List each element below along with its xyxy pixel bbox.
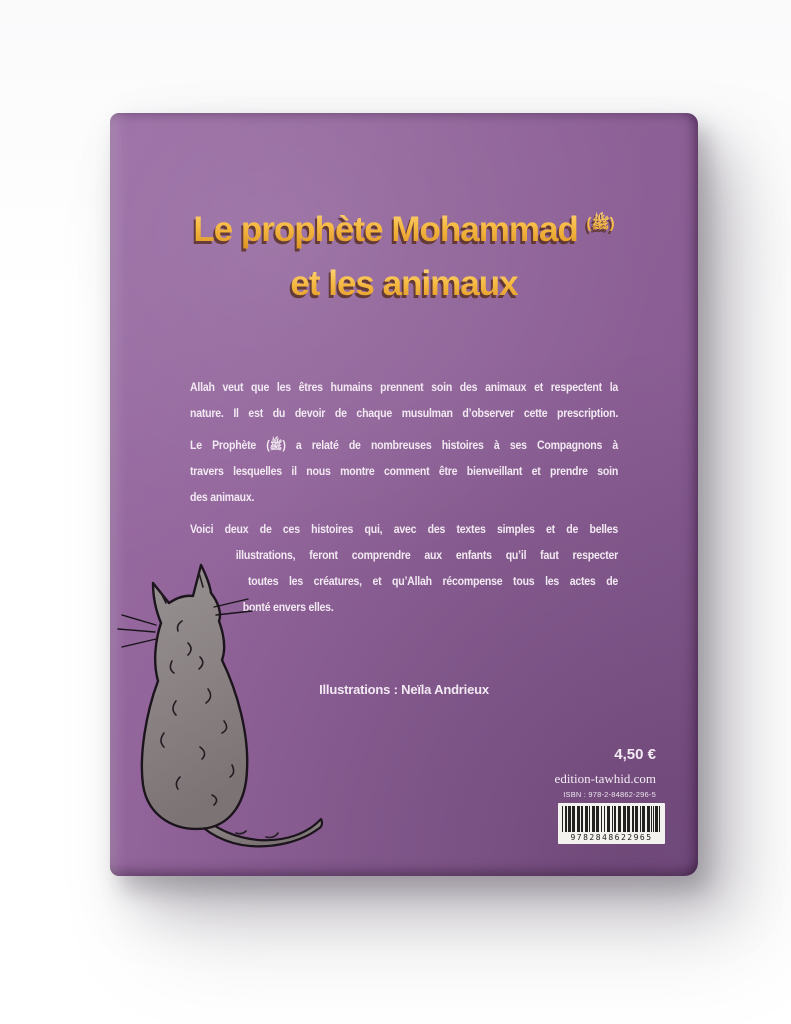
barcode-digits: 9782848622965: [570, 833, 653, 842]
text-line: travers lesquelles il nous montre comment être bienveillant et prendre soin: [190, 464, 619, 478]
text-line: toutes les créatures, et qu’Allah récompense tous les actes de: [248, 574, 619, 588]
text-line: bonté envers elles.: [242, 600, 334, 614]
barcode: [558, 803, 665, 844]
text-line: Voici deux de ces histoires qui, avec des textes simples et de belles: [190, 522, 619, 536]
text-line: des animaux.: [190, 490, 255, 504]
illustrator-credit: Illustrations : Neïla Andrieux: [319, 682, 489, 697]
title-line-2: [110, 257, 698, 311]
price-label: 4,50 €: [614, 746, 656, 763]
paragraph-1: [190, 374, 618, 426]
book-title: [110, 197, 698, 311]
title-line-1: [110, 197, 698, 257]
book-back-cover: [110, 113, 698, 876]
barcode-bars: [562, 806, 661, 832]
title-text-1: Le prophète Mohammad: [193, 210, 578, 249]
honorific-symbol: (ﷺ): [586, 215, 615, 232]
text-line: illustrations, feront comprendre aux enfants qu’il faut respecter: [235, 548, 619, 562]
publisher-website: edition-tawhid.com: [554, 771, 656, 786]
cat-body: [142, 565, 247, 829]
cat-illustration: [116, 561, 336, 861]
text-line: nature. Il est du devoir de chaque musulman d’observer cette prescription.: [190, 406, 619, 420]
pricing-block: [555, 746, 656, 800]
paragraph-2: [190, 432, 618, 510]
text-line: Le Prophète (ﷺ) a relaté de nombreuses histoires à ses Compagnons à: [190, 438, 619, 452]
isbn-label: ISBN : 978-2-84862-296-5: [563, 790, 656, 799]
title-text-2: et les animaux: [290, 264, 518, 303]
text-line: Allah veut que les êtres humains prennent soin des animaux et respectent la: [190, 380, 619, 394]
